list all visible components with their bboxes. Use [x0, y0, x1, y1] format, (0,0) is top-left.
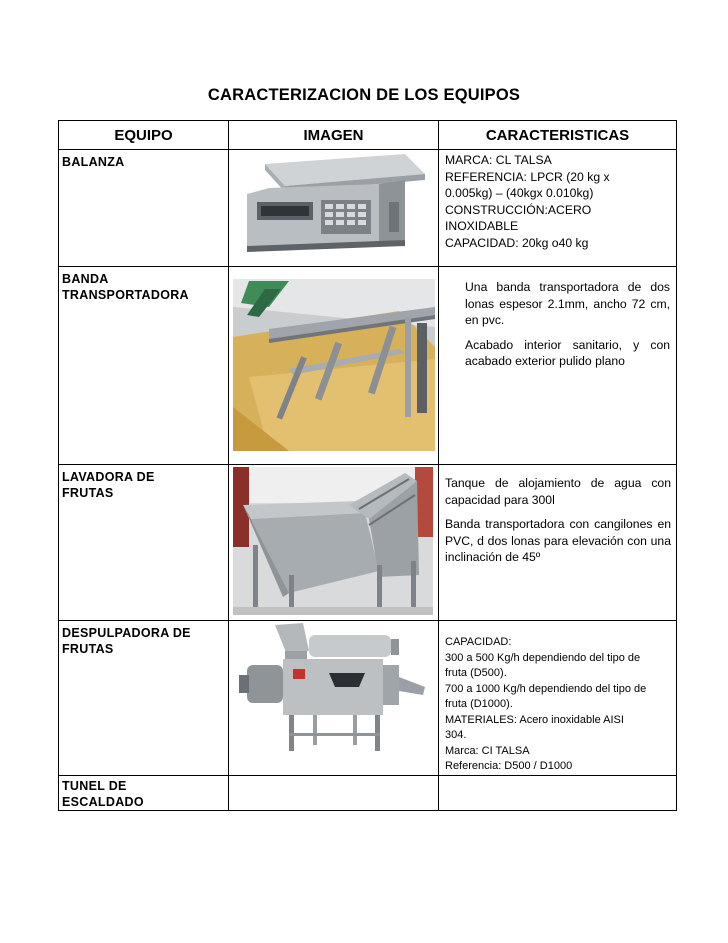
char-line: CAPACIDAD: 20kg o40 kg: [445, 235, 589, 250]
table-header-row: [59, 121, 677, 150]
equipment-name-line: FRUTAS: [62, 486, 114, 500]
page-title: CARACTERIZACION DE LOS EQUIPOS: [207, 86, 521, 104]
char-line: 304.: [445, 729, 467, 741]
equipment-name: [59, 465, 229, 621]
equipment-name-line: TRANSPORTADORA: [62, 288, 189, 302]
char-line: fruta (D500).: [445, 667, 507, 679]
header-equipo: EQUIPO: [59, 121, 229, 150]
char-line: INOXIDABLE: [445, 219, 519, 233]
char-paragraph: Una banda transportadora de dos lonas espesor 2.1mm, ancho 72 cm, en pvc.: [465, 280, 670, 327]
char-line: 300 a 500 Kg/h dependiendo del tipo de: [445, 651, 641, 664]
equipment-name: [59, 775, 229, 810]
equipment-image-cell: [229, 267, 439, 465]
scale-photo: [229, 150, 437, 266]
fruit-washer-photo: [229, 465, 437, 619]
equipment-image-cell: [229, 775, 439, 810]
char-line: REFERENCIA: LPCR (20 kg x: [445, 169, 610, 184]
equipment-name-text: BALANZA: [62, 155, 125, 169]
table-row: [59, 621, 677, 776]
char-line: CONSTRUCCIÓN:ACERO: [445, 202, 592, 217]
table-row: [59, 775, 677, 810]
equipment-image-cell: [229, 621, 439, 776]
char-line: 700 a 1000 Kg/h dependiendo del tipo de: [445, 682, 647, 695]
pulper-machine-photo: [229, 621, 437, 755]
header-caracteristicas: CARACTERISTICAS: [439, 121, 677, 150]
equipment-characteristics: [439, 465, 677, 621]
char-paragraph: Tanque de alojamiento de agua con capacidad para 300l: [445, 476, 671, 507]
char-line: MARCA: CL TALSA: [445, 153, 552, 167]
equipment-name-line: LAVADORA DE: [62, 470, 155, 484]
char-line: 0.005kg) – (40kgx 0.010kg): [445, 186, 594, 200]
char-line: fruta (D1000).: [445, 698, 513, 710]
equipment-image-cell: [229, 465, 439, 621]
conveyor-belt-photo: [229, 267, 437, 463]
char-paragraph: Acabado interior sanitario, y con acabado exterior pulido plano: [465, 337, 670, 368]
equipment-characteristics: [439, 621, 677, 776]
char-line: MATERIALES: Acero inoxidable AISI: [445, 713, 624, 726]
equipment-name-line: BANDA: [62, 272, 109, 286]
equipment-name: [59, 267, 229, 465]
equipment-table: [58, 120, 677, 811]
char-line: Referencia: D500 / D1000: [445, 760, 573, 772]
equipment-name-line: TUNEL DE: [62, 778, 127, 793]
equipment-image-cell: [229, 150, 439, 267]
equipment-name: [59, 150, 229, 267]
header-imagen: IMAGEN: [229, 121, 439, 150]
equipment-characteristics: [439, 775, 677, 810]
char-line: CAPACIDAD:: [445, 636, 512, 648]
table-row: [59, 150, 677, 267]
equipment-characteristics: [439, 150, 677, 267]
equipment-name-line: DESPULPADORA DE: [62, 626, 191, 640]
table-row: [59, 267, 677, 465]
equipment-characteristics: [439, 267, 677, 465]
equipment-name-line: ESCALDADO: [62, 794, 144, 809]
char-paragraph: Banda transportadora con cangilones en PVC, d dos lonas para elevación con una inclinación de 45º: [445, 517, 671, 564]
equipment-name-line: FRUTAS: [62, 642, 114, 656]
equipment-name: [59, 621, 229, 776]
table-row: [59, 465, 677, 621]
char-line: Marca: CI TALSA: [445, 744, 530, 757]
